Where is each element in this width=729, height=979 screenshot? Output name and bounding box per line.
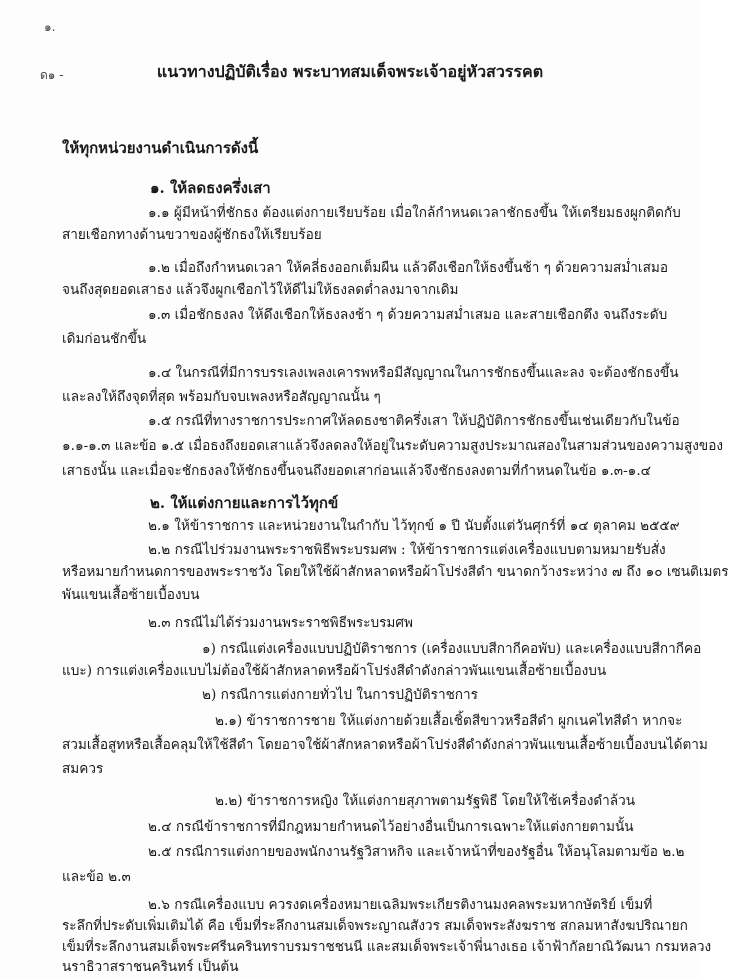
paragraph-line: ๒.๕ กรณีการแต่งกายของพนักงานรัฐวิสาหกิจ และเจ้าหน้าที่ของรัฐอื่น ให้อนุโลมตามข้อ ๒.๒ <box>148 844 685 860</box>
paragraph-line: หรือหมายกำหนดการของพระราชวัง โดยให้ใช้ผ้าสักหลาดหรือผ้าโปร่งสีดำ ขนาดกว้างระหว่าง ๗ ถึง ๑๐ เซนติเมตร <box>62 564 729 580</box>
paragraph-line: เดิมก่อนชักขึ้น <box>62 331 147 347</box>
paragraph-line: ๑.๓ เมื่อชักธงลง ให้ดึงเชือกให้ธงลงช้า ๆ ด้วยความสม่ำเสมอ และสายเชือกตึง จนถึงระดับ <box>148 307 668 323</box>
paragraph-line: ๒.๑ ให้ข้าราชการ และหน่วยงานในกำกับ ไว้ทุกข์ ๑ ปี นับตั้งแต่วันศุกร์ที่ ๑๔ ตุลาคม ๒๕๕๙ <box>148 518 680 534</box>
paragraph-line: ๒.๔ กรณีข้าราชการที่มีกฎหมายกำหนดไว้อย่างอื่นเป็นการเฉพาะให้แต่งกายตามนั้น <box>148 819 634 835</box>
paragraph-line: ระลึกที่ประดับเพิ่มเติมได้ คือ เข็มที่ระลึกงานสมเด็จพระญาณสังวร สมเด็จพระสังฆราช สกลมหาสังฆปริณายก <box>62 918 688 934</box>
paragraph-line: พันแขนเสื้อซ้ายเบื้องบน <box>62 587 200 603</box>
paragraph-line: สวมเสื้อสูทหรือเสื้อคลุมให้ใช้สีดำ โดยอาจใช้ผ้าสักหลาดหรือผ้าโปร่งสีดำดังกล่าวพันแขนเสื้อซ้ายเบื้องบนได้ตาม <box>62 737 708 753</box>
paragraph-line: และข้อ ๒.๓ <box>62 869 131 885</box>
paragraph-line: ๑.๑-๑.๓ และข้อ ๑.๕ เมื่อธงถึงยอดเสาแล้วจึงลดลงให้อยู่ในระดับความสูงประมาณสองในสามส่วนของความสูงของ <box>62 438 724 454</box>
paragraph-line: สายเชือกทางด้านขวาของผู้ชักธงให้เรียบร้อย <box>62 227 322 243</box>
paragraph-line: และลงให้ถึงจุดที่สุด พร้อมกับจบเพลงหรือสัญญาณนั้น ๆ <box>62 389 381 405</box>
document-title: แนวทางปฏิบัติเรื่อง พระบาทสมเด็จพระเจ้าอยู่หัวสวรรคต <box>156 62 544 81</box>
paragraph-line: ๒.๖ กรณีเครื่องแบบ ควรงดเครื่องหมายเฉลิมพระเกียรติงานมงคลพระมหากษัตริย์ เข็มที่ <box>148 897 653 913</box>
paragraph-line: ๒.๒) ข้าราชการหญิง ให้แต่งกายสุภาพตามรัฐพิธี โดยให้ใช้เครื่องดำล้วน <box>215 793 636 809</box>
paragraph-line: ๑.๒ เมื่อถึงกำหนดเวลา ให้คลี่ธงออกเต็มผืน แล้วดึงเชือกให้ธงขึ้นช้า ๆ ด้วยความสม่ำเสมอ <box>148 260 668 276</box>
paragraph-line: จนถึงสุดยอดเสาธง แล้วจึงผูกเชือกไว้ให้ดีไม่ให้ธงลดต่ำลงมาจากเดิม <box>62 282 459 298</box>
paragraph-line: สมควร <box>62 761 104 777</box>
paragraph-line: ๑) กรณีแต่งเครื่องแบบปฏิบัติราชการ (เครื่องแบบสีกากีคอพับ) และเครื่องแบบสีกากีคอ <box>202 641 702 657</box>
paragraph-line: แบะ) การแต่งเครื่องแบบไม่ต้องใช้ผ้าสักหลาดหรือผ้าโปร่งสีดำดังกล่าวพันแขนเสื้อซ้ายเบื้องบน <box>62 663 607 679</box>
margin-mark: ด๑ - <box>40 68 64 82</box>
paragraph-line: ๑.๑ ผู้มีหน้าที่ชักธง ต้องแต่งกายเรียบร้อย เมื่อใกล้กำหนดเวลาชักธงขึ้น ให้เตรียมธงผูกติดกับ <box>148 205 681 221</box>
paragraph-line: นราธิวาสราชนครินทร์ เป็นต้น <box>62 959 239 975</box>
section-1-heading: ๑. ให้ลดธงครึ่งเสา <box>150 179 271 197</box>
section-2-heading: ๒. ให้แต่งกายและการไว้ทุกข์ <box>150 494 339 512</box>
paragraph-line: ๒.๒ กรณีไปร่วมงานพระราชพิธีพระบรมศพ : ให้ข้าราชการแต่งเครื่องแบบตามหมายรับสั่ง <box>148 542 666 558</box>
page-corner-mark: ๑. <box>44 20 56 34</box>
paragraph-line: ๑.๕ กรณีที่ทางราชการประกาศให้ลดธงชาติครึ่งเสา ให้ปฏิบัติการชักธงขึ้นเช่นเดียวกับในข้อ <box>148 413 680 429</box>
paragraph-line: ๒.๑) ข้าราชการชาย ให้แต่งกายด้วยเสื้อเชิ้ตสีขาวหรือสีดำ ผูกเนคไทสีดำ หากจะ <box>215 713 683 729</box>
paragraph-line: ๑.๔ ในกรณีที่มีการบรรเลงเพลงเคารพหรือมีสัญญาณในการชักธงขึ้นและลง จะต้องชักธงขึ้น <box>148 365 679 381</box>
paragraph-line: ๒.๓ กรณีไม่ได้ร่วมงานพระราชพิธีพระบรมศพ <box>148 615 413 631</box>
instruction-heading: ให้ทุกหน่วยงานดำเนินการดังนี้ <box>62 139 259 157</box>
paragraph-line: เข็มที่ระลึกงานสมเด็จพระศรีนครินทราบรมราชชนนี และสมเด็จพระเจ้าพี่นางเธอ เจ้าฟ้ากัลยาณิวัฒนา กรมหลวง <box>62 939 712 955</box>
paragraph-line: ๒) กรณีการแต่งกายทั่วไป ในการปฏิบัติราชการ <box>202 687 478 703</box>
paragraph-line: เสาธงนั้น และเมื่อจะชักธงลงให้ชักธงขึ้นจนถึงยอดเสาก่อนแล้วจึงชักธงลงตามที่กำหนดในข้อ ๑.๓-๑.๔ <box>62 463 651 479</box>
